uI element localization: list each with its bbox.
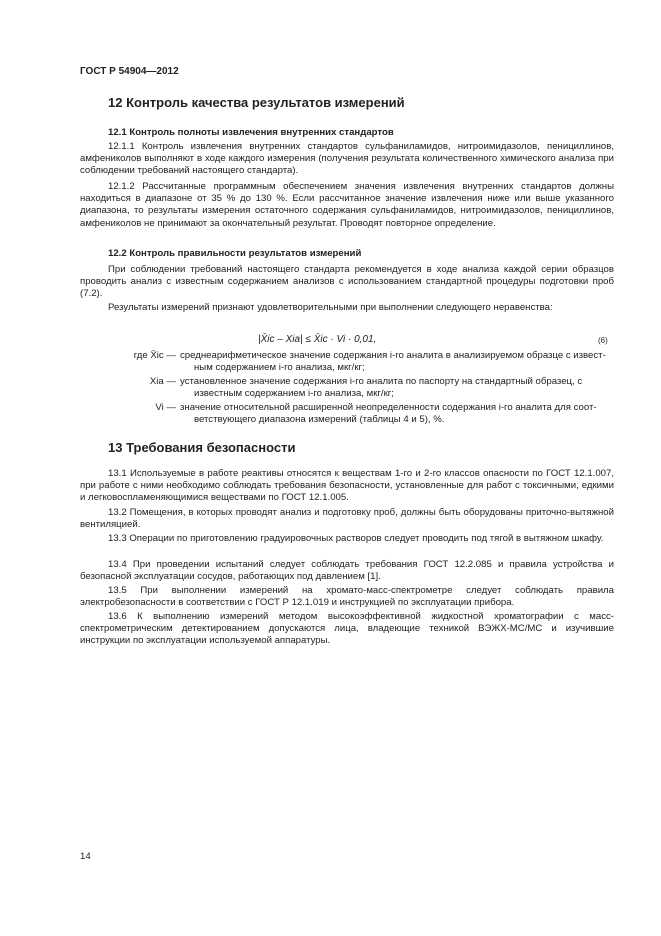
paragraph-12-2-b: Результаты измерений признают удовлетворительными при выполнении следующего неравенства:	[108, 302, 553, 313]
definition-line-2: ным содержанием i-го анализа, мкг/кг;	[194, 362, 365, 374]
definition-line-2: известным содержанием i-го анализа, мкг/кг;	[194, 388, 394, 400]
definition-text	[180, 402, 614, 426]
definition-line-1: значение относительной расширенной неопределенности содержания i-го аналита для соот-	[180, 402, 597, 413]
definition-line-1: среднеарифметическое значение содержания i-го аналита в анализируемом образце с извест-	[180, 350, 606, 361]
definition-vi	[80, 402, 614, 427]
subsection-12-1-title: 12.1 Контроль полноты извлечения внутренних стандартов	[108, 127, 394, 138]
definition-xic	[80, 350, 614, 375]
definition-text	[180, 376, 614, 400]
definition-line-2: ветствующего диапазона измерений (таблицы 4 и 5), %.	[194, 414, 445, 426]
paragraph-13-6: 13.6 К выполнению измерений методом высокоэффективной жидкостной хроматографии с масс-спектрометрическим детектированием допускаются лица, владеющие техникой ВЭЖХ-МС/МС и изучившие инструкции по эксплуатации используемой аппаратуры.	[80, 611, 614, 647]
definition-line-1: установленное значение содержания i-го аналита по паспорту на стандартный образец, с	[180, 376, 583, 387]
definition-term: Vi —	[155, 402, 176, 413]
paragraph-12-2-a: При соблюдении требований настоящего стандарта рекомендуется в ходе анализа каждой серии образцов проводить анализ с известным содержанием анализов с использованием стандартной процедуры подготовки проб (7.2).	[80, 264, 614, 300]
inequality-formula: |X̄ic – Xia| ≤ X̄ic · Vi · 0,01,	[258, 334, 377, 345]
definition-term: Xia —	[149, 376, 176, 387]
definition-text	[180, 350, 614, 374]
definition-term: где X̄ic —	[133, 350, 176, 361]
document-header: ГОСТ Р 54904—2012	[80, 66, 179, 77]
paragraph-13-5: 13.5 При выполнении измерений на хромато-масс-спектрометре следует соблюдать правила электробезопасности в соответствии с ГОСТ Р 12.1.019 и инструкцией по эксплуатации прибора.	[80, 585, 614, 609]
paragraph-12-1-1: 12.1.1 Контроль извлечения внутренних стандартов сульфаниламидов, нитроимидазолов, пенициллинов, амфениколов выполняют в ходе каждого измерения (получения результата количественного химического анализа при соблюдении требований настоящего стандарта).	[80, 141, 614, 177]
definition-xia	[80, 376, 614, 401]
paragraph-13-4: 13.4 При проведении испытаний следует соблюдать требования ГОСТ 12.2.085 и правила устройства и безопасной эксплуатации сосудов, работающих под давлением [1].	[80, 559, 614, 583]
page-number: 14	[80, 851, 91, 862]
paragraph-13-3: 13.3 Операции по приготовлению градуировочных растворов следует проводить под тягой в вытяжном шкафу.	[108, 533, 604, 544]
section-13-title: 13 Требования безопасности	[108, 440, 296, 455]
equation-number: (6)	[598, 336, 608, 345]
paragraph-12-1-2: 12.1.2 Рассчитанные программным обеспечением значения извлечения внутренних стандартов должны находиться в диапазоне от 35 % до 130 %. Если рассчитанное значение извлечения ниже или выше указанного диапазона, то результаты измерения остаточного содержания сульфаниламидов, нитроимидазолов, пенициллинов, амфениколов не принимают за окончательный результат. Проводят повторное определение.	[80, 181, 614, 229]
section-12-title: 12 Контроль качества результатов измерений	[108, 95, 405, 110]
subsection-12-2-title: 12.2 Контроль правильности результатов измерений	[108, 248, 362, 259]
paragraph-13-2: 13.2 Помещения, в которых проводят анализ и подготовку проб, должны быть оборудованы приточно-вытяжной вентиляцией.	[80, 507, 614, 531]
paragraph-13-1: 13.1 Используемые в работе реактивы относятся к веществам 1-го и 2-го классов опасности по ГОСТ 12.1.007, при работе с ними необходимо соблюдать требования безопасности, установленные для работ с токсичными, едкими и легковоспламеняющимися веществами по ГОСТ 12.1.005.	[80, 468, 614, 504]
